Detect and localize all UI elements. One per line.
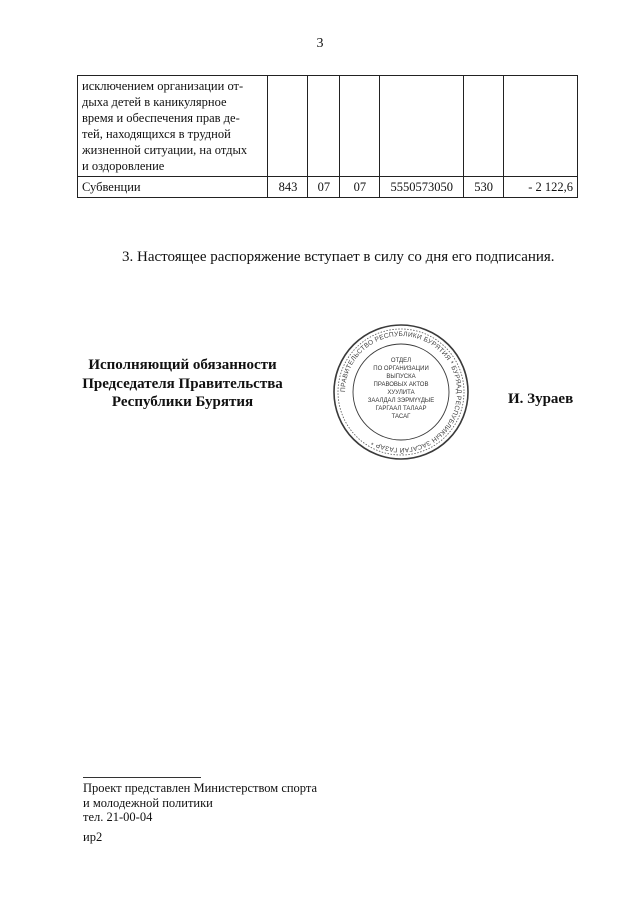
footnote-line: Проект представлен Министерством спорта (83, 781, 318, 795)
row-description: Субвенции (78, 177, 268, 198)
signatory-title (70, 356, 295, 412)
footnote-line: и молодежной политики (83, 795, 213, 810)
cell-section: 07 (308, 177, 340, 198)
description-line: тей, находящихся в трудной (82, 127, 231, 141)
document-code: ир2 (83, 830, 103, 844)
seal-line: ОТДЕЛ (390, 358, 412, 364)
cell-expense-type (464, 76, 504, 177)
cell-section (308, 76, 340, 177)
cell-amount (504, 76, 578, 177)
description-line: жизненной ситуации, на отдых (82, 143, 248, 157)
cell-ministry-code (268, 76, 308, 177)
footnote (83, 781, 317, 825)
description-line: исключением организации от- (82, 79, 244, 93)
cell-expense-type: 530 (464, 177, 504, 198)
cell-target-article: 5550573050 (380, 177, 464, 198)
official-seal (331, 322, 471, 462)
cell-ministry-code: 843 (268, 177, 308, 198)
page-number: 3 (316, 36, 324, 51)
cell-amount: - 2 122,6 (504, 177, 578, 198)
table-row (78, 76, 578, 177)
seal-inner-text (368, 358, 434, 420)
cell-subsection (340, 76, 380, 177)
cell-target-article (380, 76, 464, 177)
cell-subsection: 07 (340, 177, 380, 198)
description-line: и оздоровление (82, 159, 165, 173)
footnote-divider (83, 777, 201, 778)
seal-line: ЗААЛДАЛ ЗЭРМҮҮДЫЕ (367, 398, 435, 404)
budget-table (77, 75, 578, 198)
seal-line: ПРАВОВЫХ АКТОВ (373, 382, 429, 388)
row-description (78, 76, 268, 177)
seal-line: ГАРГААЛ ТАЛААР (375, 406, 427, 412)
signatory-title-line: Исполняющий обязанности (88, 357, 277, 373)
description-line: дыха детей в каникулярное (82, 95, 227, 109)
seal-line: ПО ОРГАНИЗАЦИИ (373, 366, 429, 372)
signatory-name: И. Зураев (508, 391, 574, 407)
signatory-title-line: Республики Бурятия (111, 394, 254, 410)
seal-ring-textpath: ПРАВИТЕЛЬСТВО РЕСПУБЛИКИ БУРЯТИЯ * БУРЯАД РЕСПУБЛИКЫН ЗАСАГАЙ ГАЗАР * (339, 330, 463, 454)
table-row (78, 177, 578, 198)
description-line: время и обеспечения прав де- (82, 111, 240, 125)
seal-line: ВЫПУСКА (386, 374, 416, 380)
seal-line: ХУУЛИТА (387, 390, 415, 396)
signatory-title-line: Председателя Правительства (82, 375, 283, 392)
footnote-line: тел. 21-00-04 (83, 810, 153, 824)
seal-line: ТАСАГ (391, 414, 411, 420)
effective-date-paragraph: 3. Настоящее распоряжение вступает в силу со дня его подписания. (122, 249, 555, 265)
